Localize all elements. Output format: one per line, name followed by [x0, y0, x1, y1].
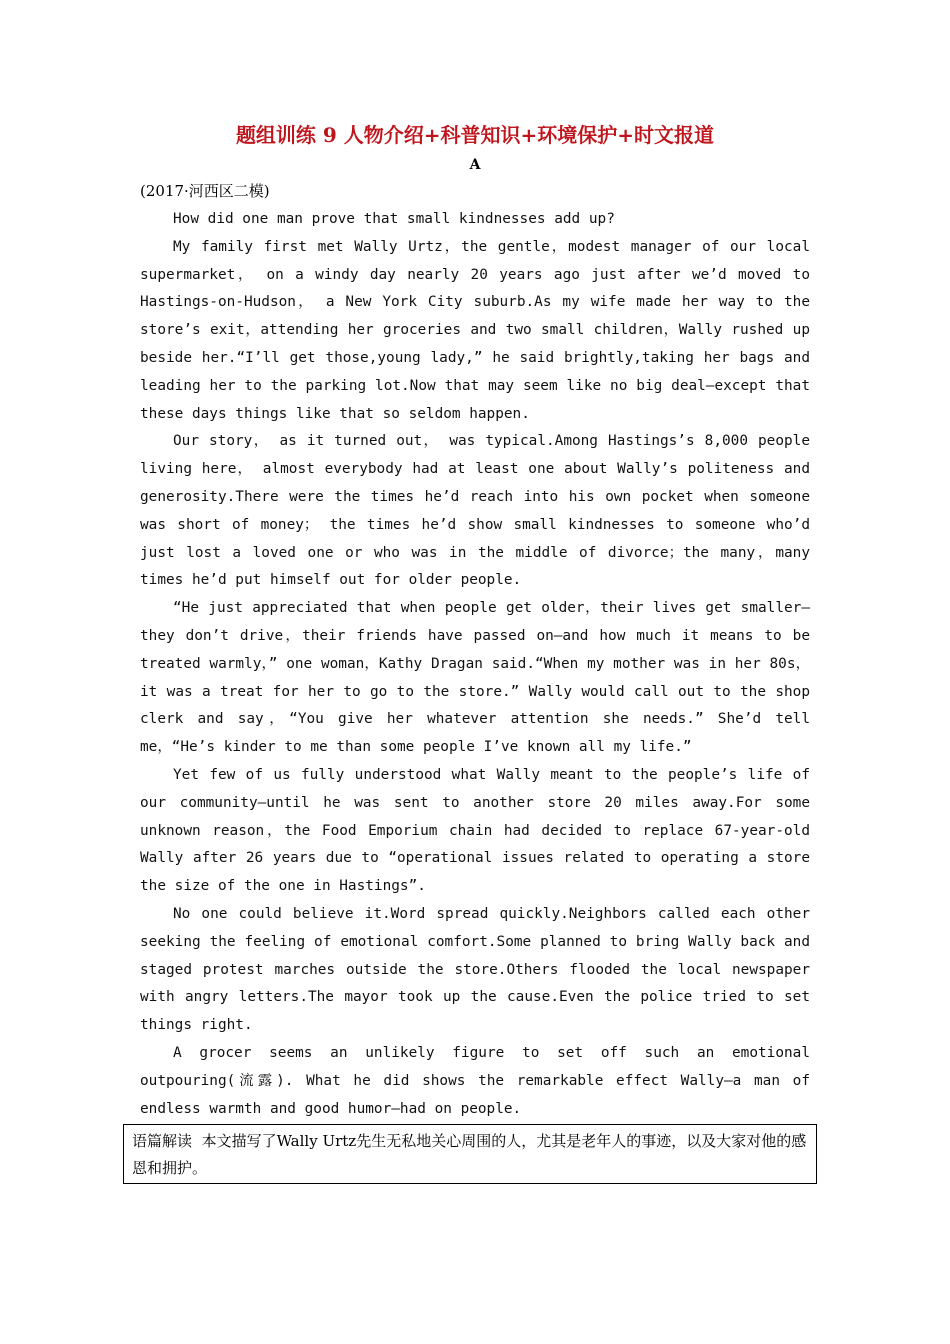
- paragraph: How did one man prove that small kindnesses add up?: [173, 211, 615, 227]
- article-body: [140, 206, 810, 1123]
- summary-text: 本文描写了Wally Urtz先生无私地关心周围的人，尤其是老年人的事迹，以及大家对他的感恩和拥护。: [132, 1132, 807, 1177]
- summary-label: 语篇解读: [132, 1132, 193, 1150]
- page-title: 题组训练 9 人物介绍+科普知识+环境保护+时文报道: [235, 123, 715, 147]
- paragraph: Our story， as it turned out， was typical.Among Hastings’s 8,000 people living here， almost everybody had at least one about Wally’s politeness and generosity.There were the times he’d reach into his own pocket when someone was short of money； the times he’d show small kindnesses to someone who’d just lost a loved one or who was in the middle of divorce；the many，many times he’d put himself out for older people.: [140, 433, 810, 589]
- paragraph: My family first met Wally Urtz，the gentle，modest manager of our local supermarket， on a windy day nearly 20 years ago just after we’d moved to Hastings-on-Hudson， a New York City suburb.As my wife made her way to the store’s exit，attending her groceries and two small children，Wally rushed up beside her.“I’ll get those,young lady,” he said brightly,taking her bags and leading her to the parking lot.Now that may seem like no big deal—except that these days things like that so seldom happen.: [140, 238, 810, 422]
- source-note: (2017·河西区二模): [140, 182, 270, 200]
- paragraph: No one could believe it.Word spread quickly.Neighbors called each other seeking the feeling of emotional comfort.Some planned to bring Wally back and staged protest marches outside the store.Others flooded the local newspaper with angry letters.The mayor took up the cause.Even the police tried to set things right.: [140, 905, 810, 1034]
- paragraph: Yet few of us fully understood what Wally meant to the people’s life of our community—until he was sent to another store 20 miles away.For some unknown reason，the Food Emporium chain had decided to replace 67-year-old Wally after 26 years due to “operational issues related to operating a store the size of the one in Hastings”.: [140, 766, 810, 895]
- paragraph: A grocer seems an unlikely figure to set off such an emotional outpouring(流露). What he did shows the remarkable effect Wally—a man of endless warmth and good humor—had on people.: [140, 1044, 810, 1117]
- summary-box: [123, 1124, 817, 1184]
- section-label: A: [469, 157, 481, 173]
- paragraph: “He just appreciated that when people get older，their lives get smaller—they don’t drive，their friends have passed on—and how much it means to be treated warmly，” one woman，Kathy Dragan said.“When my mother was in her 80s，it was a treat for her to go to the store.” Wally would call out to the shop clerk and say，“You give her whatever attention she needs.” She’d tell me，“He’s kinder to me than some people I’ve known all my life.”: [140, 600, 810, 756]
